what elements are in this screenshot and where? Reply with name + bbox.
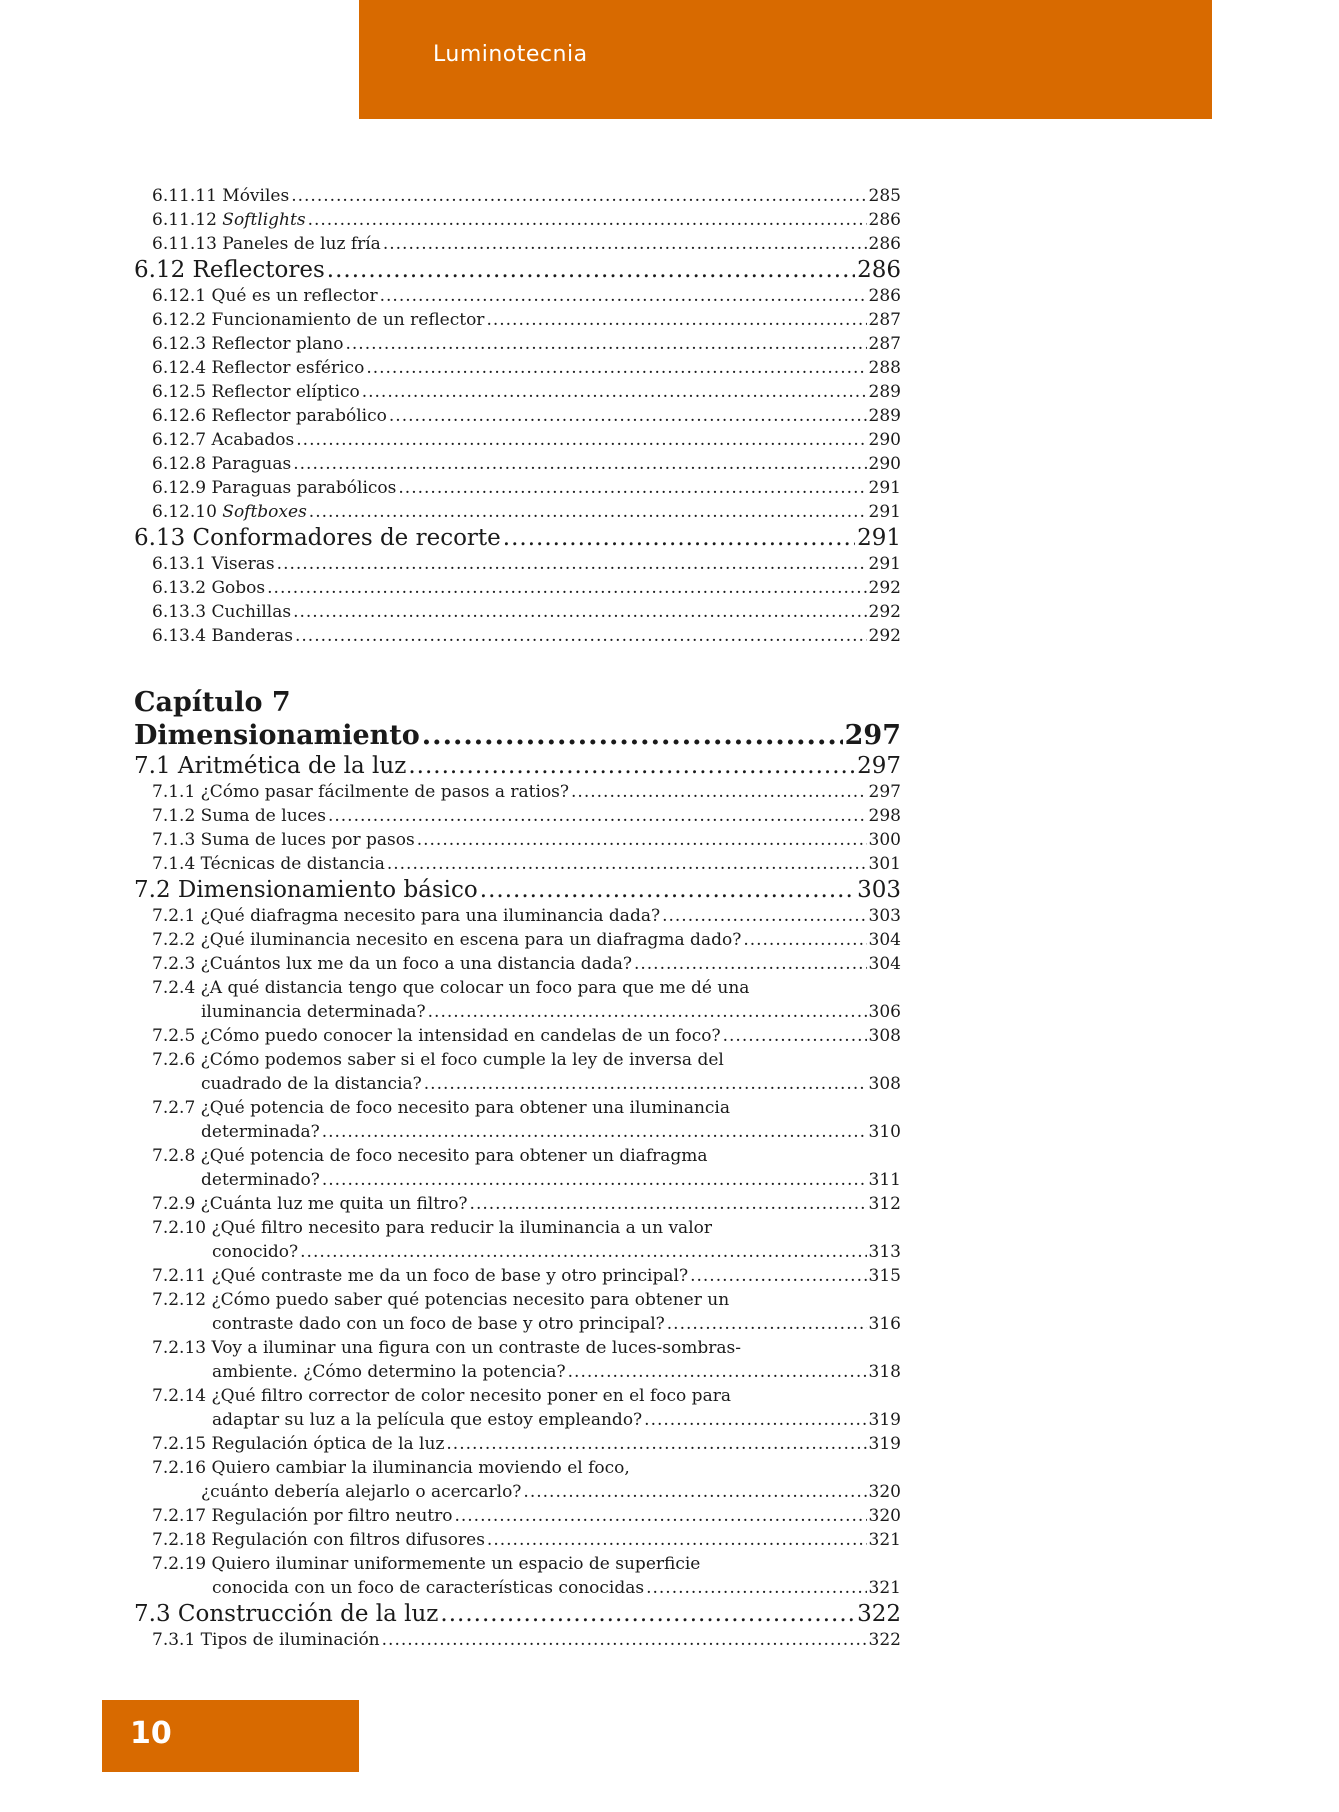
toc-subsection-entry[interactable] <box>134 332 901 356</box>
toc-entry-page: 319 <box>868 1410 901 1430</box>
toc-subsection-entry[interactable] <box>134 452 901 476</box>
toc-entry-page: 291 <box>868 502 901 522</box>
toc-entry-wrapped-first-line[interactable]: 7.2.10 ¿Qué filtro necesito para reducir la iluminancia a un valor <box>152 1218 712 1238</box>
toc-subsection-entry[interactable] <box>134 828 901 852</box>
toc-entry-page: 320 <box>868 1506 901 1526</box>
leader-dots <box>634 952 867 976</box>
leader-dots <box>295 624 867 648</box>
toc-entry-wrapped-first-line[interactable]: 7.2.6 ¿Cómo podemos saber si el foco cumple la ley de inversa del <box>152 1050 724 1070</box>
toc-subsection-entry[interactable] <box>134 1024 901 1048</box>
toc-entry-page: 321 <box>868 1578 901 1598</box>
leader-dots <box>322 1120 867 1144</box>
toc-subsection-entry[interactable] <box>134 552 901 576</box>
toc-subsection-entry[interactable] <box>134 356 901 380</box>
chapter-label: Capítulo 7 <box>134 687 291 718</box>
leader-dots <box>293 600 866 624</box>
toc-entry-page: 322 <box>857 1601 901 1627</box>
toc-entry-title: 7.1.1 ¿Cómo pasar fácilmente de pasos a ratios? <box>152 782 570 802</box>
toc-entry-page: 292 <box>868 578 901 598</box>
toc-entry-page: 287 <box>868 334 901 354</box>
toc-subsection-entry[interactable] <box>134 780 901 804</box>
leader-dots <box>398 476 866 500</box>
toc-subsection-entry[interactable] <box>134 404 901 428</box>
toc-entry-title: 7.2.1 ¿Qué diafragma necesito para una iluminancia dada? <box>152 906 661 926</box>
toc-entry-page: 286 <box>868 286 901 306</box>
leader-dots <box>308 208 867 232</box>
toc-subsection-entry[interactable] <box>134 1504 901 1528</box>
toc-entry-page: 290 <box>868 454 901 474</box>
leader-dots <box>267 576 866 600</box>
toc-section-entry[interactable] <box>134 1600 901 1628</box>
toc-entry-title: 6.11.13 Paneles de luz fría <box>152 234 381 254</box>
leader-dots <box>446 1432 866 1456</box>
toc-subsection-entry[interactable] <box>134 852 901 876</box>
toc-entry-title: conocida con un foco de características conocidas <box>212 1578 645 1598</box>
toc-entry-page: 303 <box>857 877 901 903</box>
toc-entry-title: 7.2.18 Regulación con filtros difusores <box>152 1530 485 1550</box>
leader-dots <box>417 828 867 852</box>
header-title: Luminotecnia <box>433 42 588 67</box>
toc-entry-title: 7.2.2 ¿Qué iluminancia necesito en escena para un diafragma dado? <box>152 930 742 950</box>
toc-entry-wrapped-last-line[interactable] <box>134 1408 901 1432</box>
leader-dots <box>454 1504 866 1528</box>
toc-entry-page: 289 <box>868 406 901 426</box>
toc-entry-title: determinado? <box>201 1170 320 1190</box>
leader-dots <box>503 524 855 552</box>
toc-entry-page: 304 <box>868 954 901 974</box>
toc-entry-page: 304 <box>868 930 901 950</box>
toc-entry-title: 7.2.9 ¿Cuánta luz me quita un filtro? <box>152 1194 468 1214</box>
toc-entry-title: ¿cuánto debería alejarlo o acercarlo? <box>201 1482 522 1502</box>
toc-entry-page: 297 <box>857 753 901 779</box>
leader-dots <box>470 1192 867 1216</box>
chapter-title-entry[interactable] <box>134 720 901 752</box>
chapter-title: Dimensionamiento <box>134 720 420 751</box>
toc-entry-page: 312 <box>868 1194 901 1214</box>
toc-entry-wrapped-first-line[interactable]: 7.2.19 Quiero iluminar uniformemente un espacio de superficie <box>152 1554 701 1574</box>
leader-dots <box>380 284 867 308</box>
leader-dots <box>293 452 866 476</box>
toc-section-entry[interactable] <box>134 752 901 780</box>
toc-entry-title: 7.1.4 Técnicas de distancia <box>152 854 385 874</box>
toc-entry-page: 286 <box>857 257 901 283</box>
toc-entry-title: adaptar su luz a la película que estoy empleando? <box>212 1410 643 1430</box>
toc-subsection-entry[interactable] <box>134 1628 901 1652</box>
toc-entry-page: 310 <box>868 1122 901 1142</box>
toc-entry-page: 285 <box>868 186 901 206</box>
leader-dots <box>424 1072 867 1096</box>
toc-entry-page: 315 <box>868 1266 901 1286</box>
leader-dots <box>571 780 867 804</box>
toc-subsection-entry[interactable] <box>134 576 901 600</box>
toc-entry-title: 6.13.1 Viseras <box>152 554 275 574</box>
toc-entry-page: 311 <box>868 1170 901 1190</box>
toc-entry-wrapped-first-line[interactable]: 7.2.13 Voy a iluminar una figura con un contraste de luces-sombras- <box>152 1338 741 1358</box>
toc-subsection-entry[interactable] <box>134 1192 901 1216</box>
toc-entry-title: 6.12.3 Reflector plano <box>152 334 344 354</box>
toc-entry-wrapped-last-line[interactable] <box>134 1000 901 1024</box>
leader-dots <box>277 552 867 576</box>
toc-entry-page: 292 <box>868 602 901 622</box>
toc-subsection-entry[interactable] <box>134 380 901 404</box>
toc-entry-title: 7.2.17 Regulación por filtro neutro <box>152 1506 453 1526</box>
toc-entry-wrapped-first-line[interactable]: 7.2.12 ¿Cómo puedo saber qué potencias necesito para obtener un <box>152 1290 730 1310</box>
toc-entry-page: 286 <box>868 234 901 254</box>
toc-entry-wrapped-last-line[interactable] <box>134 1120 901 1144</box>
leader-dots <box>296 428 866 452</box>
leader-dots <box>362 380 867 404</box>
toc-subsection-entry[interactable] <box>134 208 901 232</box>
toc-subsection-entry[interactable] <box>134 952 901 976</box>
toc-entry-page: 301 <box>868 854 901 874</box>
toc-entry-title: 7.1.2 Suma de luces <box>152 806 326 826</box>
leader-dots <box>291 184 866 208</box>
toc-entry-title: 6.11.11 Móviles <box>152 186 290 206</box>
toc-entry-title: 6.13.2 Gobos <box>152 578 266 598</box>
toc-entry-title: 6.12.2 Funcionamiento de un reflector <box>152 310 485 330</box>
toc-entry-page: 300 <box>868 830 901 850</box>
toc-entry-title: 6.12.6 Reflector parabólico <box>152 406 387 426</box>
page-number-band <box>102 1700 359 1772</box>
toc-entry-title: 6.12.9 Paraguas parabólicos <box>152 478 397 498</box>
toc-subsection-entry[interactable] <box>134 308 901 332</box>
leader-dots <box>346 332 867 356</box>
toc-subsection-entry[interactable] <box>134 1528 901 1552</box>
toc-subsection-entry[interactable] <box>134 600 901 624</box>
toc-entry-wrapped-last-line[interactable] <box>134 1480 901 1504</box>
toc-entry-page: 321 <box>868 1530 901 1550</box>
toc-entry-wrapped-first-line[interactable]: 7.2.7 ¿Qué potencia de foco necesito para obtener una iluminancia <box>152 1098 731 1118</box>
toc-entry-page: 290 <box>868 430 901 450</box>
header-band <box>359 0 1212 119</box>
toc-subsection-entry[interactable] <box>134 476 901 500</box>
leader-dots <box>422 720 843 752</box>
toc-subsection-entry[interactable] <box>134 232 901 256</box>
toc-entry-title: cuadrado de la distancia? <box>201 1074 422 1094</box>
toc-entry-title: 7.3 Construcción de la luz <box>134 1601 439 1627</box>
toc-section-entry[interactable] <box>134 256 901 284</box>
leader-dots <box>486 308 866 332</box>
toc-entry-title: 6.13.3 Cuchillas <box>152 602 292 622</box>
leader-dots <box>389 404 867 428</box>
toc-subsection-entry[interactable] <box>134 1264 901 1288</box>
leader-dots <box>300 1240 866 1264</box>
leader-dots <box>382 1628 867 1652</box>
toc-entry-title: 6.12.5 Reflector elíptico <box>152 382 360 402</box>
toc-subsection-entry[interactable] <box>134 904 901 928</box>
toc-entry-page: 291 <box>868 554 901 574</box>
toc-subsection-entry[interactable] <box>134 1432 901 1456</box>
toc-entry-title: 6.13 Conformadores de recorte <box>134 525 501 551</box>
leader-dots <box>480 876 855 904</box>
toc-entry-title: 7.1.3 Suma de luces por pasos <box>152 830 415 850</box>
toc-entry-wrapped-last-line[interactable] <box>134 1168 901 1192</box>
leader-dots <box>328 804 867 828</box>
toc-top-section <box>134 184 901 648</box>
leader-dots <box>309 500 867 524</box>
leader-dots <box>743 928 866 952</box>
toc-entry-page: 291 <box>857 525 901 551</box>
leader-dots <box>487 1528 867 1552</box>
toc-entry-title: 6.12 Reflectores <box>134 257 325 283</box>
toc-entry-page: 306 <box>868 1002 901 1022</box>
toc-entry-page: 320 <box>868 1482 901 1502</box>
toc-entry-wrapped-first-line[interactable]: 7.2.4 ¿A qué distancia tengo que colocar un foco para que me dé una <box>152 978 750 998</box>
toc-entry-title: iluminancia determinada? <box>201 1002 426 1022</box>
toc-entry-title: 6.11.12 Softlights <box>152 210 306 230</box>
toc-entry-title: 6.12.10 Softboxes <box>152 502 307 522</box>
toc-entry-wrapped-first-line[interactable]: 7.2.16 Quiero cambiar la iluminancia moviendo el foco, <box>152 1458 630 1478</box>
leader-dots <box>440 1600 855 1628</box>
toc-entry-title: conocido? <box>212 1242 299 1262</box>
toc-chapter-section <box>134 752 901 1652</box>
leader-dots <box>690 1264 866 1288</box>
leader-dots <box>646 1576 866 1600</box>
toc-entry-page: 319 <box>868 1434 901 1454</box>
toc-entry-title: 6.12.4 Reflector esférico <box>152 358 365 378</box>
chapter-page: 297 <box>844 720 901 751</box>
leader-dots <box>408 752 855 780</box>
leader-dots <box>662 904 866 928</box>
toc-entry-title: 6.13.4 Banderas <box>152 626 293 646</box>
toc-entry-wrapped-last-line[interactable] <box>134 1576 901 1600</box>
toc-entry-page: 298 <box>868 806 901 826</box>
toc-entry-page: 286 <box>868 210 901 230</box>
toc-entry-title: 7.2.5 ¿Cómo puedo conocer la intensidad en candelas de un foco? <box>152 1026 721 1046</box>
toc-entry-title: 7.2.15 Regulación óptica de la luz <box>152 1434 445 1454</box>
toc-entry-title: 6.12.8 Paraguas <box>152 454 292 474</box>
toc-subsection-entry[interactable] <box>134 804 901 828</box>
toc-entry-page: 297 <box>868 782 901 802</box>
leader-dots <box>366 356 866 380</box>
toc-entry-page: 308 <box>868 1026 901 1046</box>
toc-entry-title: 7.3.1 Tipos de iluminación <box>152 1630 380 1650</box>
leader-dots <box>644 1408 866 1432</box>
toc-subsection-entry[interactable] <box>134 428 901 452</box>
toc-entry-page: 292 <box>868 626 901 646</box>
leader-dots <box>327 256 855 284</box>
toc-entry-page: 289 <box>868 382 901 402</box>
toc-entry-page: 288 <box>868 358 901 378</box>
toc-subsection-entry[interactable] <box>134 500 901 524</box>
toc-entry-title: 7.2 Dimensionamiento básico <box>134 877 478 903</box>
toc-subsection-entry[interactable] <box>134 928 901 952</box>
toc-entry-title: 7.2.3 ¿Cuántos lux me da un foco a una distancia dada? <box>152 954 632 974</box>
toc-entry-wrapped-last-line[interactable] <box>134 1072 901 1096</box>
toc-entry-title: 6.12.1 Qué es un reflector <box>152 286 378 306</box>
leader-dots <box>428 1000 867 1024</box>
toc-entry-title: 7.1 Aritmética de la luz <box>134 753 407 779</box>
leader-dots <box>523 1480 866 1504</box>
toc-entry-page: 313 <box>868 1242 901 1262</box>
toc-entry-title: contraste dado con un foco de base y otro principal? <box>212 1314 665 1334</box>
toc-entry-wrapped-last-line[interactable] <box>134 1360 901 1384</box>
toc-subsection-entry[interactable] <box>134 624 901 648</box>
toc-entry-wrapped-last-line[interactable] <box>134 1240 901 1264</box>
toc-entry-page: 303 <box>868 906 901 926</box>
leader-dots <box>322 1168 867 1192</box>
toc-entry-wrapped-first-line[interactable]: 7.2.8 ¿Qué potencia de foco necesito para obtener un diafragma <box>152 1146 708 1166</box>
leader-dots <box>387 852 867 876</box>
toc-section-entry[interactable] <box>134 524 901 552</box>
toc-entry-wrapped-last-line[interactable] <box>134 1312 901 1336</box>
page-number: 10 <box>130 1716 172 1751</box>
toc-section-entry[interactable] <box>134 876 901 904</box>
toc-entry-wrapped-first-line[interactable]: 7.2.14 ¿Qué filtro corrector de color necesito poner en el foco para <box>152 1386 731 1406</box>
toc-entry-page: 308 <box>868 1074 901 1094</box>
toc-subsection-entry[interactable] <box>134 284 901 308</box>
toc-entry-page: 291 <box>868 478 901 498</box>
toc-entry-title: determinada? <box>201 1122 320 1142</box>
toc-entry-page: 316 <box>868 1314 901 1334</box>
table-of-contents <box>134 184 901 1652</box>
leader-dots <box>667 1312 867 1336</box>
toc-entry-title: 7.2.11 ¿Qué contraste me da un foco de base y otro principal? <box>152 1266 689 1286</box>
toc-entry-page: 318 <box>868 1362 901 1382</box>
toc-entry-title: 6.12.7 Acabados <box>152 430 295 450</box>
toc-subsection-entry[interactable] <box>134 184 901 208</box>
toc-entry-title: ambiente. ¿Cómo determino la potencia? <box>212 1362 566 1382</box>
leader-dots <box>723 1024 867 1048</box>
toc-entry-page: 322 <box>868 1630 901 1650</box>
toc-entry-page: 287 <box>868 310 901 330</box>
leader-dots <box>383 232 867 256</box>
leader-dots <box>568 1360 867 1384</box>
